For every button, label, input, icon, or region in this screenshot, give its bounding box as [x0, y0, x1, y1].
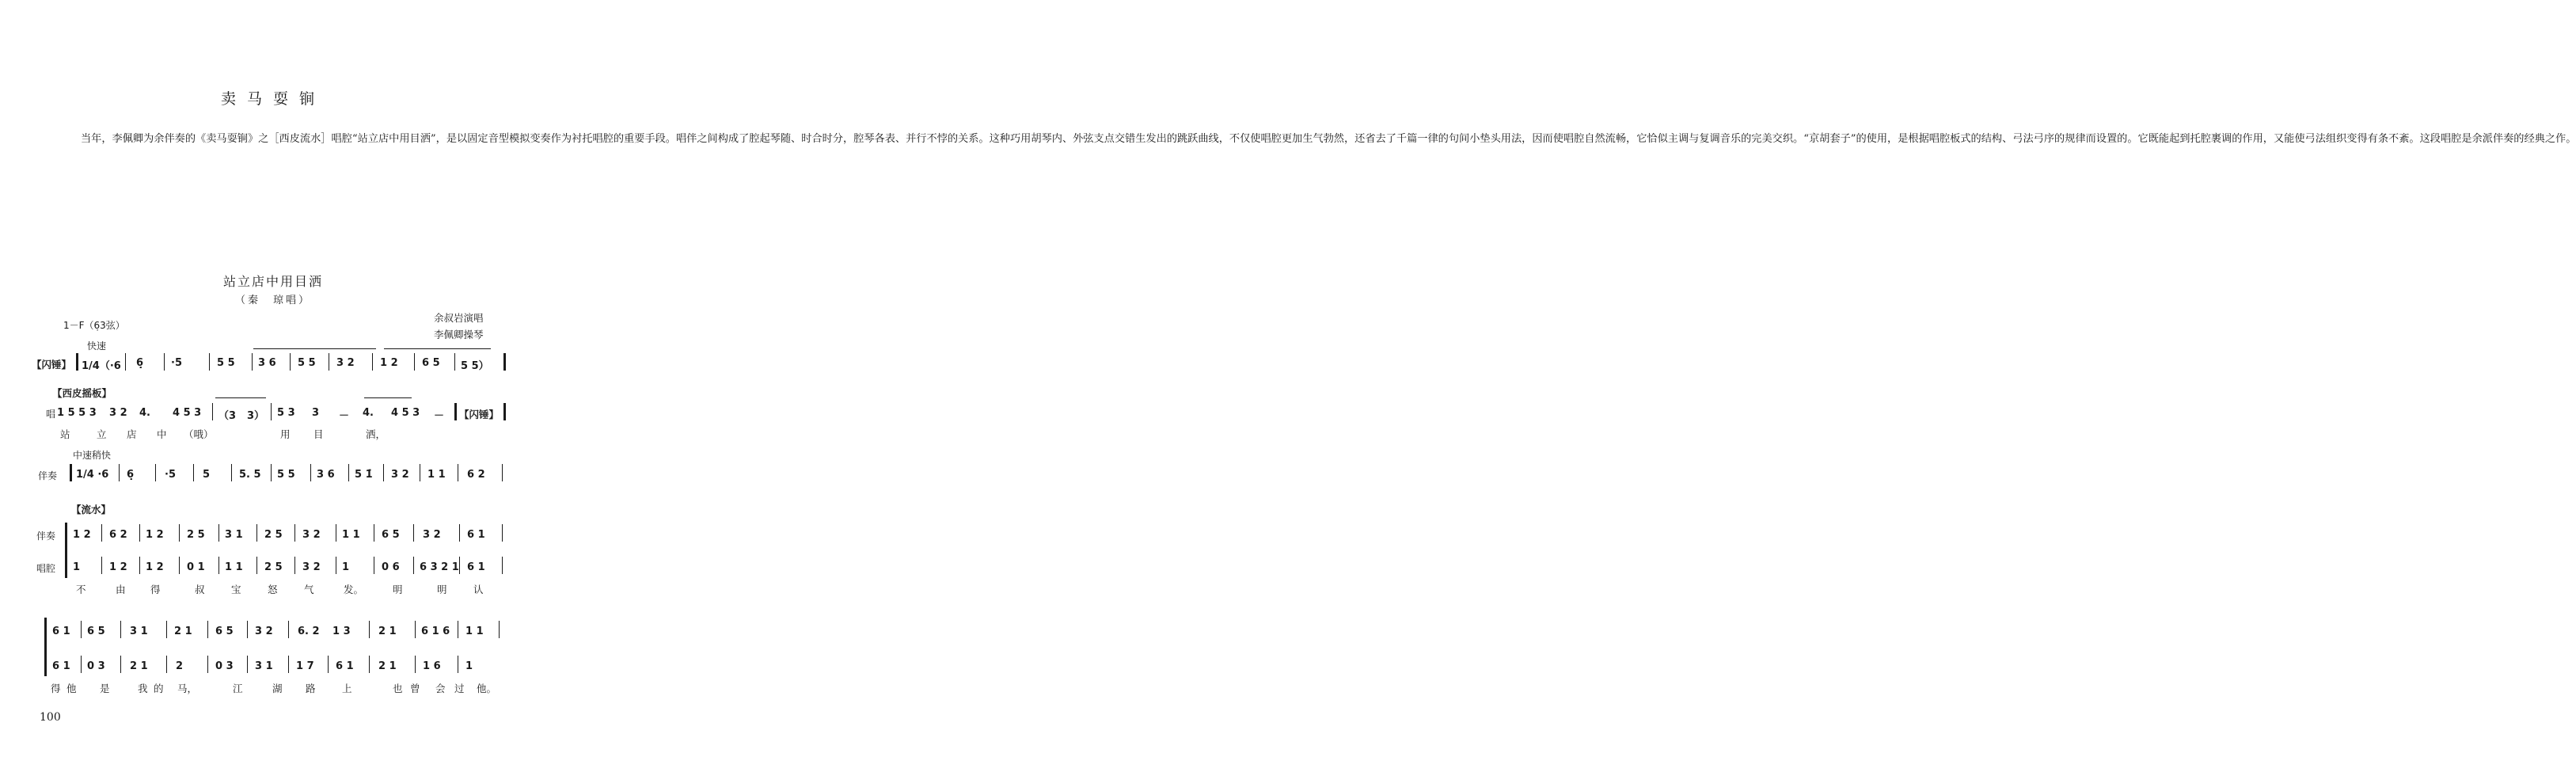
note-group: 3 2 — [255, 626, 273, 637]
note-group: 0 3 — [215, 660, 234, 672]
lyric-char: 也 — [393, 683, 403, 694]
barline — [119, 464, 120, 481]
lyric-char: 江 — [233, 683, 243, 694]
barline — [101, 524, 102, 542]
barline — [454, 403, 457, 420]
note-group: 6 1 — [52, 660, 70, 672]
note-group: 4 5 3 — [173, 407, 202, 419]
barline — [207, 656, 208, 673]
barline — [294, 557, 295, 574]
note-group: 3 2 — [336, 357, 355, 369]
label-shanchui: 【闪锤】 — [32, 359, 72, 371]
note-group: 4. — [139, 407, 150, 419]
barline — [413, 557, 414, 574]
barline — [271, 464, 272, 481]
barline — [120, 621, 121, 638]
barline — [125, 353, 126, 371]
barline — [231, 464, 232, 481]
lyric-char: 认 — [473, 584, 484, 595]
note-group: 6 1 — [467, 561, 485, 573]
barline — [76, 353, 78, 371]
note-group: 0 6 — [382, 561, 400, 573]
lyric-char: 叔 — [195, 584, 205, 595]
note-group: 3 1 — [130, 626, 148, 637]
barline — [139, 557, 140, 574]
lyric-char: 明 — [437, 584, 447, 595]
note-group: 6̣ — [127, 469, 135, 481]
note-group: 2 1 — [174, 626, 192, 637]
note-group: 3 6 — [258, 357, 276, 369]
lyric-char: 他 — [66, 683, 77, 694]
barline — [166, 656, 167, 673]
lyric-char: 目 — [313, 428, 324, 440]
page-number: 100 — [40, 711, 61, 724]
note-group: 1 2 — [146, 529, 164, 541]
barline — [70, 464, 72, 481]
lyric-char: 的 — [154, 683, 164, 694]
note-group: 6̣ — [136, 357, 144, 369]
song-title: 站立店中用目洒 — [222, 274, 323, 289]
barline — [502, 524, 503, 542]
lyric-char: 气 — [304, 584, 314, 595]
article-title: 卖马耍锏 — [220, 90, 325, 108]
note-group: 6 5 — [422, 357, 440, 369]
system-bracket — [44, 618, 47, 676]
note-group: 4 5 3 — [391, 407, 420, 419]
note-group: 5 3 — [277, 407, 295, 419]
barline — [256, 557, 257, 574]
lyric-char: 我 — [138, 683, 148, 694]
lyric-char: 路 — [306, 683, 316, 694]
repeat-bracket — [384, 348, 491, 349]
note-group: 1 1 — [465, 626, 484, 637]
note-group: 1 7 — [296, 660, 314, 672]
note-group: 1 1 — [225, 561, 243, 573]
note-group: 3 1 — [225, 529, 243, 541]
note-group: 5 5 — [217, 357, 235, 369]
barline — [348, 464, 349, 481]
note-group: 3 1 — [255, 660, 273, 672]
note-group: 4. — [363, 407, 374, 419]
note-group: 6 1 — [467, 529, 485, 541]
note-group: 1 — [465, 660, 473, 672]
barline — [81, 656, 82, 673]
note-group: 1 5 5 3 — [57, 407, 97, 419]
note-group: 6 5 — [87, 626, 105, 637]
note-group: 6 1 6 — [421, 626, 450, 637]
lyric-char: 中 — [157, 428, 167, 440]
label-accomp: 伴奏 — [38, 470, 58, 481]
note-group: 2 1 — [130, 660, 148, 672]
lyric-char: 站 — [60, 428, 70, 440]
barline — [454, 353, 455, 371]
barline — [415, 656, 416, 673]
lyric-char: 不 — [76, 584, 86, 595]
note-group: ·5 — [171, 357, 182, 369]
lyric-char: 曾 — [410, 683, 420, 694]
note-group: 2 1 — [378, 660, 397, 672]
lyric-char: 发。 — [344, 584, 364, 595]
barline — [310, 464, 311, 481]
barline — [120, 656, 121, 673]
label-accomp-short: 伴奏 — [36, 531, 56, 542]
note-group: 6 1 — [336, 660, 354, 672]
barline — [499, 621, 500, 638]
tempo-marking: 快速 — [87, 340, 107, 352]
barline — [271, 403, 272, 420]
barline — [247, 621, 248, 638]
label-shanchui-2: 【闪锤】 — [459, 409, 500, 420]
article-paragraph: 当年，李佩卿为余伴奏的《卖马耍锏》之［西皮流水］唱腔“站立店中用目洒”，是以固定音型模拟变奏作为衬托唱腔的重要手段。唱伴之间构成了腔起琴随、时合时分，腔琴各表、并行不悖的关系。这种巧用胡琴内、外弦支点交错生发出的跳跃曲线，不仅使唱腔更加生气勃然，还省去了千篇一律的句间小垫头用法，因而使唱腔自然流畅，它恰似主调与复调音乐的完美交织。“京胡套子”的使用，是根据唱腔板式的结构、弓法弓序的规律而设置的。它既能起到托腔裹调的作用，又能使弓法组织变得有条不紊。这段唱腔是余派伴奏的经典之作。 — [81, 133, 2576, 145]
label-liushui: 【流水】 — [71, 504, 112, 515]
lyric-char: 店 — [127, 428, 137, 440]
note-group: 6 2 — [467, 469, 485, 481]
label-sing: 唱 — [46, 409, 56, 420]
barline — [179, 524, 180, 542]
note-group: 6 1 — [52, 626, 70, 637]
note-group: 3 — [312, 407, 320, 419]
barline — [383, 464, 384, 481]
barline — [369, 621, 370, 638]
note-group: 5 1̇ — [355, 469, 373, 481]
barline — [328, 656, 329, 673]
system-bracket — [65, 523, 67, 578]
lyric-char: 过 — [454, 683, 465, 694]
note-group: 3 2 — [302, 529, 321, 541]
lyric-char: 是 — [100, 683, 110, 694]
note-group: 1/4 ·6 — [76, 469, 109, 481]
note-group: 2 1 — [378, 626, 397, 637]
note-group: 6. 2 — [298, 626, 320, 637]
lyric-char: 他。 — [477, 683, 497, 694]
lyric-char: 得 — [150, 584, 161, 595]
repeat-bracket — [253, 348, 376, 349]
barline — [81, 621, 82, 638]
note-group: 1 2 — [146, 561, 164, 573]
note-group: 5 5 — [298, 357, 316, 369]
note-group: 0 3 — [87, 660, 105, 672]
note-group: 3 2 — [302, 561, 321, 573]
note-group: 2 5 — [187, 529, 205, 541]
note-group: 1 1 — [427, 469, 446, 481]
lyric-char: （哦） — [184, 428, 214, 440]
lyric-char: 洒， — [366, 428, 386, 440]
lyric-char: 马， — [177, 683, 198, 694]
barline — [212, 403, 213, 420]
key-signature: 1－F（6̣3弦） — [63, 320, 125, 331]
note-group: 1 3 — [332, 626, 351, 637]
note-group: 1 2 — [380, 357, 398, 369]
barline — [414, 353, 415, 371]
note-group: 5 5 — [277, 469, 295, 481]
note-group: 3） — [247, 410, 265, 422]
lyric-char: 怒 — [268, 584, 278, 595]
barline — [155, 464, 156, 481]
barline — [166, 621, 167, 638]
label-singing-short: 唱腔 — [36, 563, 56, 574]
note-group: 5 5） — [461, 360, 489, 372]
note-group: （3 — [218, 410, 237, 422]
note-group: 0 1 — [187, 561, 205, 573]
barline — [139, 524, 140, 542]
barline — [218, 524, 219, 542]
tempo-mid: 中速稍快 — [73, 450, 112, 461]
barline — [193, 464, 194, 481]
barline — [247, 656, 248, 673]
credit-player: 李佩卿操琴 — [434, 329, 484, 340]
barline — [207, 621, 208, 638]
barline — [502, 557, 503, 574]
lyric-char: 湖 — [272, 683, 283, 694]
note-group: 1 — [73, 561, 81, 573]
lyric-char: 得 — [51, 683, 61, 694]
note-group: 3 6 — [317, 469, 335, 481]
note-group: 3 2 — [391, 469, 409, 481]
slur — [215, 397, 266, 398]
barline — [415, 621, 416, 638]
note-group: 6 5 — [382, 529, 400, 541]
lyric-char: 会 — [435, 683, 446, 694]
note-group: 1 2 — [109, 561, 127, 573]
singer-role: （秦 琼唱） — [234, 295, 311, 306]
lyric-char: 宝 — [231, 584, 241, 595]
note-group: 1 2 — [73, 529, 91, 541]
label-xipi-yaoban: 【西皮摇板】 — [52, 387, 112, 399]
note-group: 2 5 — [264, 561, 283, 573]
barline — [288, 621, 289, 638]
note-group: 1/4（·6 — [82, 360, 121, 372]
note-group: 3 2 — [109, 407, 127, 419]
note-group: 3 2 — [423, 529, 441, 541]
barline — [294, 524, 295, 542]
barline — [502, 464, 503, 481]
note-group: 6 2 — [109, 529, 127, 541]
barline — [252, 353, 253, 371]
barline — [372, 353, 373, 371]
barline — [101, 557, 102, 574]
barline — [459, 557, 460, 574]
note-group: 6 5 — [215, 626, 234, 637]
barline — [209, 353, 210, 371]
note-group: 1 1 — [342, 529, 360, 541]
slur — [364, 397, 412, 398]
barline — [218, 557, 219, 574]
lyric-char: 上 — [342, 683, 352, 694]
barline — [413, 524, 414, 542]
barline — [288, 656, 289, 673]
note-group: 2 5 — [264, 529, 283, 541]
barline — [164, 353, 165, 371]
barline — [503, 403, 506, 420]
lyric-char: 用 — [280, 428, 291, 440]
barline — [503, 353, 506, 371]
credit-singer: 余叔岩演唱 — [434, 312, 484, 324]
note-group: 1 — [342, 561, 350, 573]
lyric-char: 由 — [116, 584, 126, 595]
note-group: ·5 — [165, 469, 176, 481]
note-group: － — [434, 410, 445, 422]
lyric-char: 明 — [393, 584, 403, 595]
note-group: 2 — [176, 660, 184, 672]
note-group: 5 — [203, 469, 211, 481]
lyric-char: 立 — [97, 428, 107, 440]
note-group: 5. 5 — [239, 469, 261, 481]
barline — [459, 524, 460, 542]
note-group: 1 6 — [423, 660, 441, 672]
note-group: 6 3 2 1 — [420, 561, 459, 573]
barline — [369, 656, 370, 673]
barline — [256, 524, 257, 542]
note-group: － — [339, 410, 350, 422]
barline — [179, 557, 180, 574]
barline — [290, 353, 291, 371]
